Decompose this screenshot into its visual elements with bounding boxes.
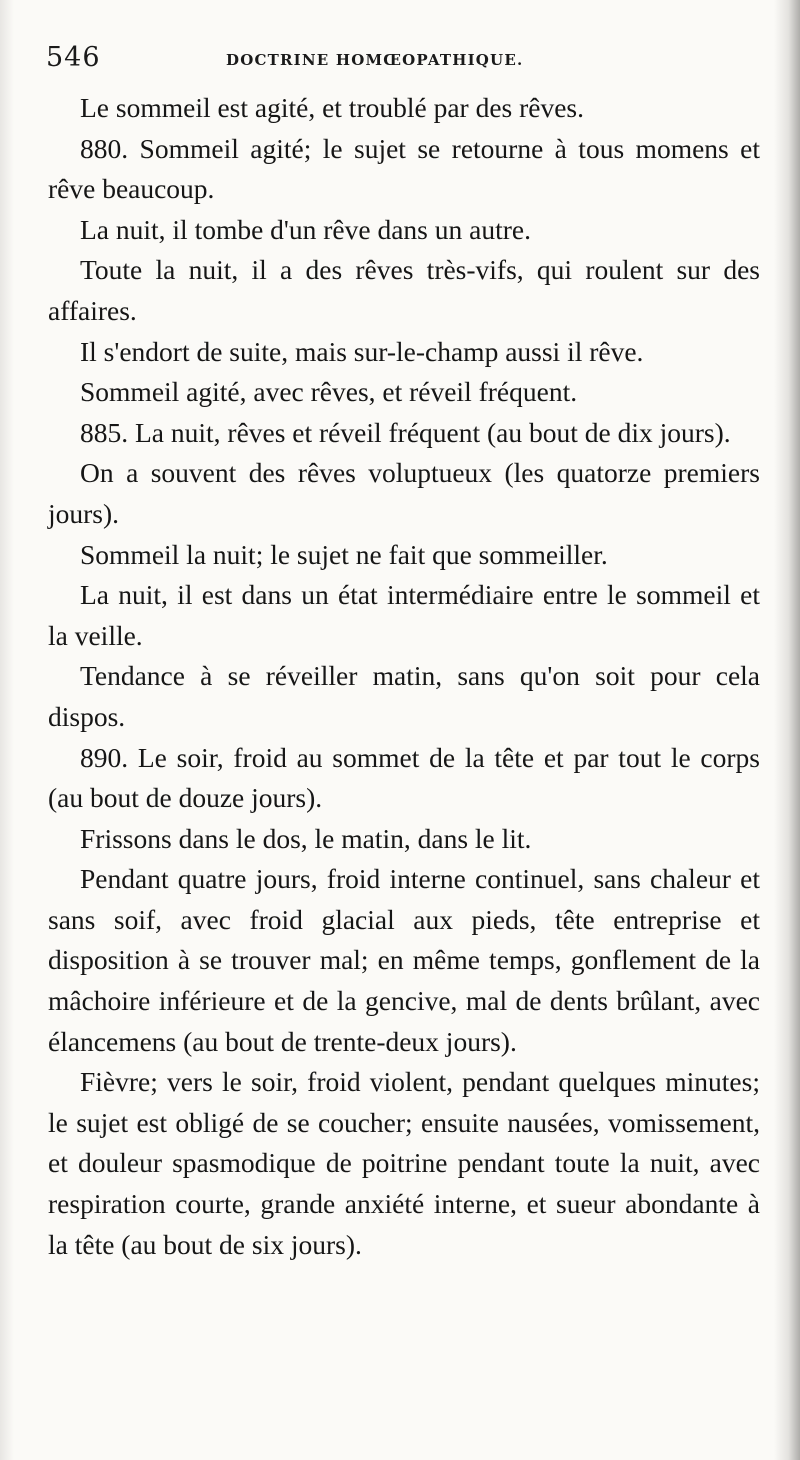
paragraph: Il s'endort de suite, mais sur-le-champ aussi il rêve.	[80, 335, 644, 367]
page-number: 546	[46, 42, 101, 73]
paragraph: La nuit, il est dans un état intermédiaire entre le sommeil et la veille.	[48, 579, 760, 651]
paragraph: Le sommeil est agité, et troublé par des rêves.	[80, 92, 584, 123]
page-header	[46, 40, 586, 80]
paragraph: 880. Sommeil agité; le sujet se retourne à tous momens et rêve beaucoup.	[48, 132, 760, 205]
paragraph: Pendant quatre jours, froid interne continuel, sans chaleur et sans soif, avec froid glacial aux pieds, tête entreprise et disposition à se trouver mal; en même temps, gonflement de la mâchoire inférieure et de la gencive, mal de dents brûlant, avec élancemens (au bout de trente-deux jours).	[48, 863, 760, 1057]
paragraph: 885. La nuit, rêves et réveil fréquent (au bout de dix jours).	[80, 416, 731, 448]
paragraph: Sommeil la nuit; le sujet ne fait que sommeiller.	[80, 538, 608, 570]
paragraph: La nuit, il tombe d'un rêve dans un autre.	[80, 213, 531, 245]
paragraph: Tendance à se réveiller matin, sans qu'on soit pour cela dispos.	[48, 660, 760, 732]
page-gutter-shadow	[774, 0, 800, 1460]
body-text	[48, 88, 760, 1265]
paragraph: Fièvre; vers le soir, froid violent, pendant quelques minutes; le sujet est obligé de se coucher; ensuite nausées, vomissement, et douleur spasmodique de poitrine pendant toute la nuit, avec respiration courte, grande anxiété interne, et sueur abondante à la tête (au bout de six jours).	[48, 1066, 760, 1260]
paragraph: Toute la nuit, il a des rêves très-vifs, qui roulent sur des affaires.	[48, 254, 760, 326]
paragraph: 890. Le soir, froid au sommet de la tête et par tout le corps (au bout de douze jours).	[48, 741, 760, 814]
page-left-shadow	[0, 0, 14, 1460]
paragraph: Frissons dans le dos, le matin, dans le lit.	[80, 822, 532, 854]
paragraph: Sommeil agité, avec rêves, et réveil fréquent.	[80, 376, 578, 408]
running-title: DOCTRINE HOMŒOPATHIQUE.	[226, 51, 524, 69]
paragraph: On a souvent des rêves voluptueux (les quatorze premiers jours).	[48, 457, 760, 529]
